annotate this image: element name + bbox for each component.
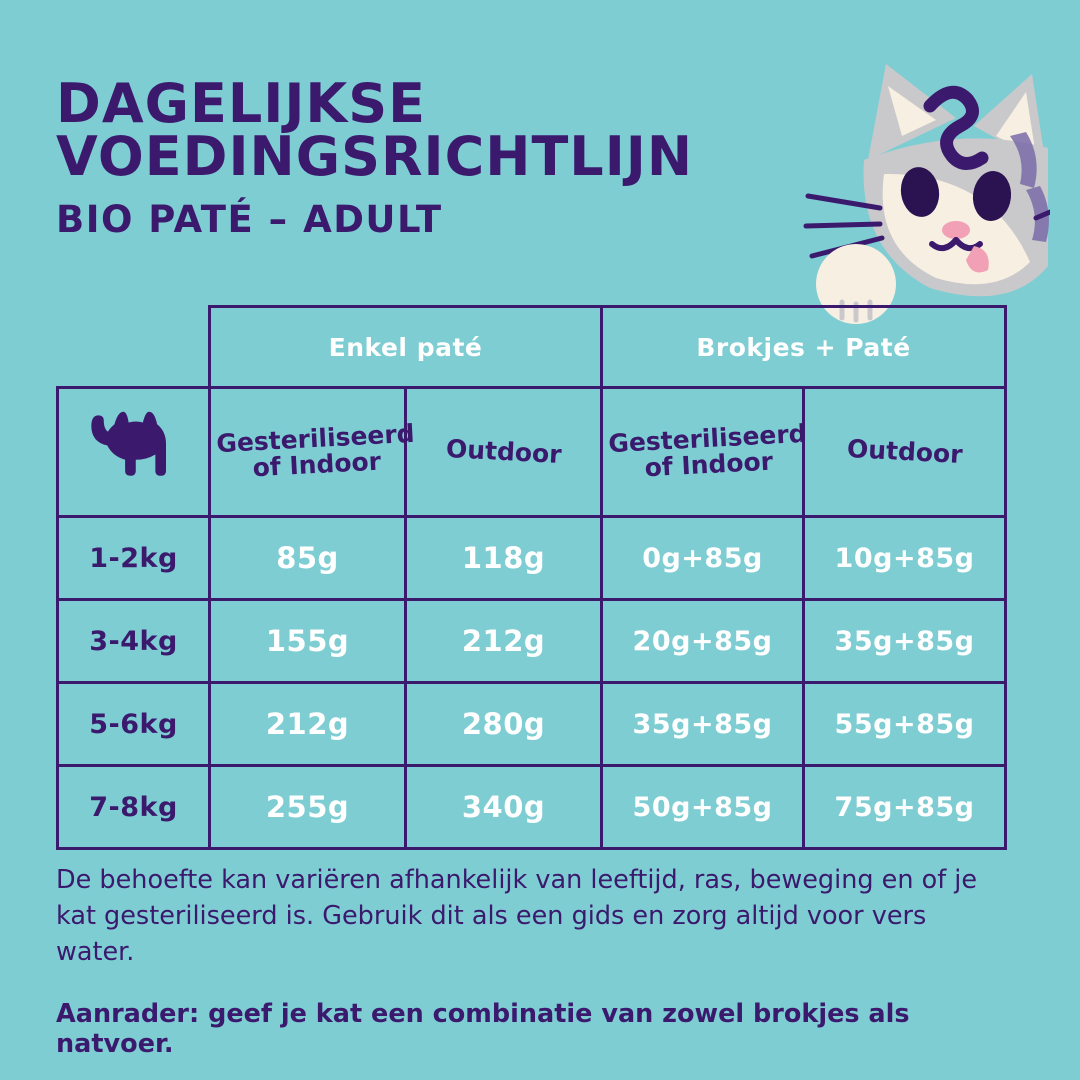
table-group-header-row xyxy=(58,307,1006,388)
page-subtitle: BIO PATÉ – ADULT xyxy=(56,197,443,241)
cell-value: 155g xyxy=(210,600,406,683)
cell-value: 35g+85g xyxy=(804,600,1006,683)
cell-value: 10g+85g xyxy=(804,517,1006,600)
cell-value: 255g xyxy=(210,766,406,849)
page-title xyxy=(56,72,776,241)
column-header-gesteriliseerd-indoor-mix: Gesteriliseerd of Indoor xyxy=(602,388,804,517)
table-row xyxy=(58,600,1006,683)
cell-value: 50g+85g xyxy=(602,766,804,849)
table-column-header-row xyxy=(58,388,1006,517)
recommendation-text: Aanrader: geef je kat een combinatie van zowel brokjes als natvoer. xyxy=(56,998,910,1059)
group-header-enkel-pate: Enkel paté xyxy=(210,307,602,388)
cell-value: 340g xyxy=(406,766,602,849)
cell-value: 118g xyxy=(406,517,602,600)
cell-value: 35g+85g xyxy=(602,683,804,766)
title-line-1: DAGELIJKSE xyxy=(56,72,427,135)
cat-silhouette-icon xyxy=(58,388,210,517)
cell-value: 280g xyxy=(406,683,602,766)
cell-value: 212g xyxy=(406,600,602,683)
cell-value: 212g xyxy=(210,683,406,766)
cell-value: 20g+85g xyxy=(602,600,804,683)
cat-head-icon xyxy=(760,40,1050,330)
title-line-2: VOEDINGSRICHTLIJN xyxy=(56,124,694,188)
column-header-outdoor-mix: Outdoor xyxy=(804,388,1006,517)
cell-value: 85g xyxy=(210,517,406,600)
row-weight-label: 7-8kg xyxy=(58,766,210,849)
row-weight-label: 1-2kg xyxy=(58,517,210,600)
row-weight-label: 5-6kg xyxy=(58,683,210,766)
corner-spacer xyxy=(58,307,210,388)
row-weight-label: 3-4kg xyxy=(58,600,210,683)
table-row xyxy=(58,517,1006,600)
footer-notes xyxy=(56,862,1006,1059)
feeding-guide-table xyxy=(56,305,1004,850)
column-header-gesteriliseerd-indoor-pate: Gesteriliseerd of Indoor xyxy=(210,388,406,517)
cell-value: 55g+85g xyxy=(804,683,1006,766)
cat-body-icon xyxy=(80,410,188,490)
cell-value: 75g+85g xyxy=(804,766,1006,849)
cell-value: 0g+85g xyxy=(602,517,804,600)
group-header-brokjes-pate: Brokjes + Paté xyxy=(602,307,1006,388)
table-row xyxy=(58,683,1006,766)
disclaimer-text: De behoefte kan variëren afhankelijk van leeftijd, ras, beweging en of je kat gesteriliseerd is. Gebruik dit als een gids en zorg altijd voor vers water. xyxy=(56,865,978,968)
table-row xyxy=(58,766,1006,849)
cat-illustration xyxy=(760,40,1050,330)
column-header-outdoor-pate: Outdoor xyxy=(406,388,602,517)
